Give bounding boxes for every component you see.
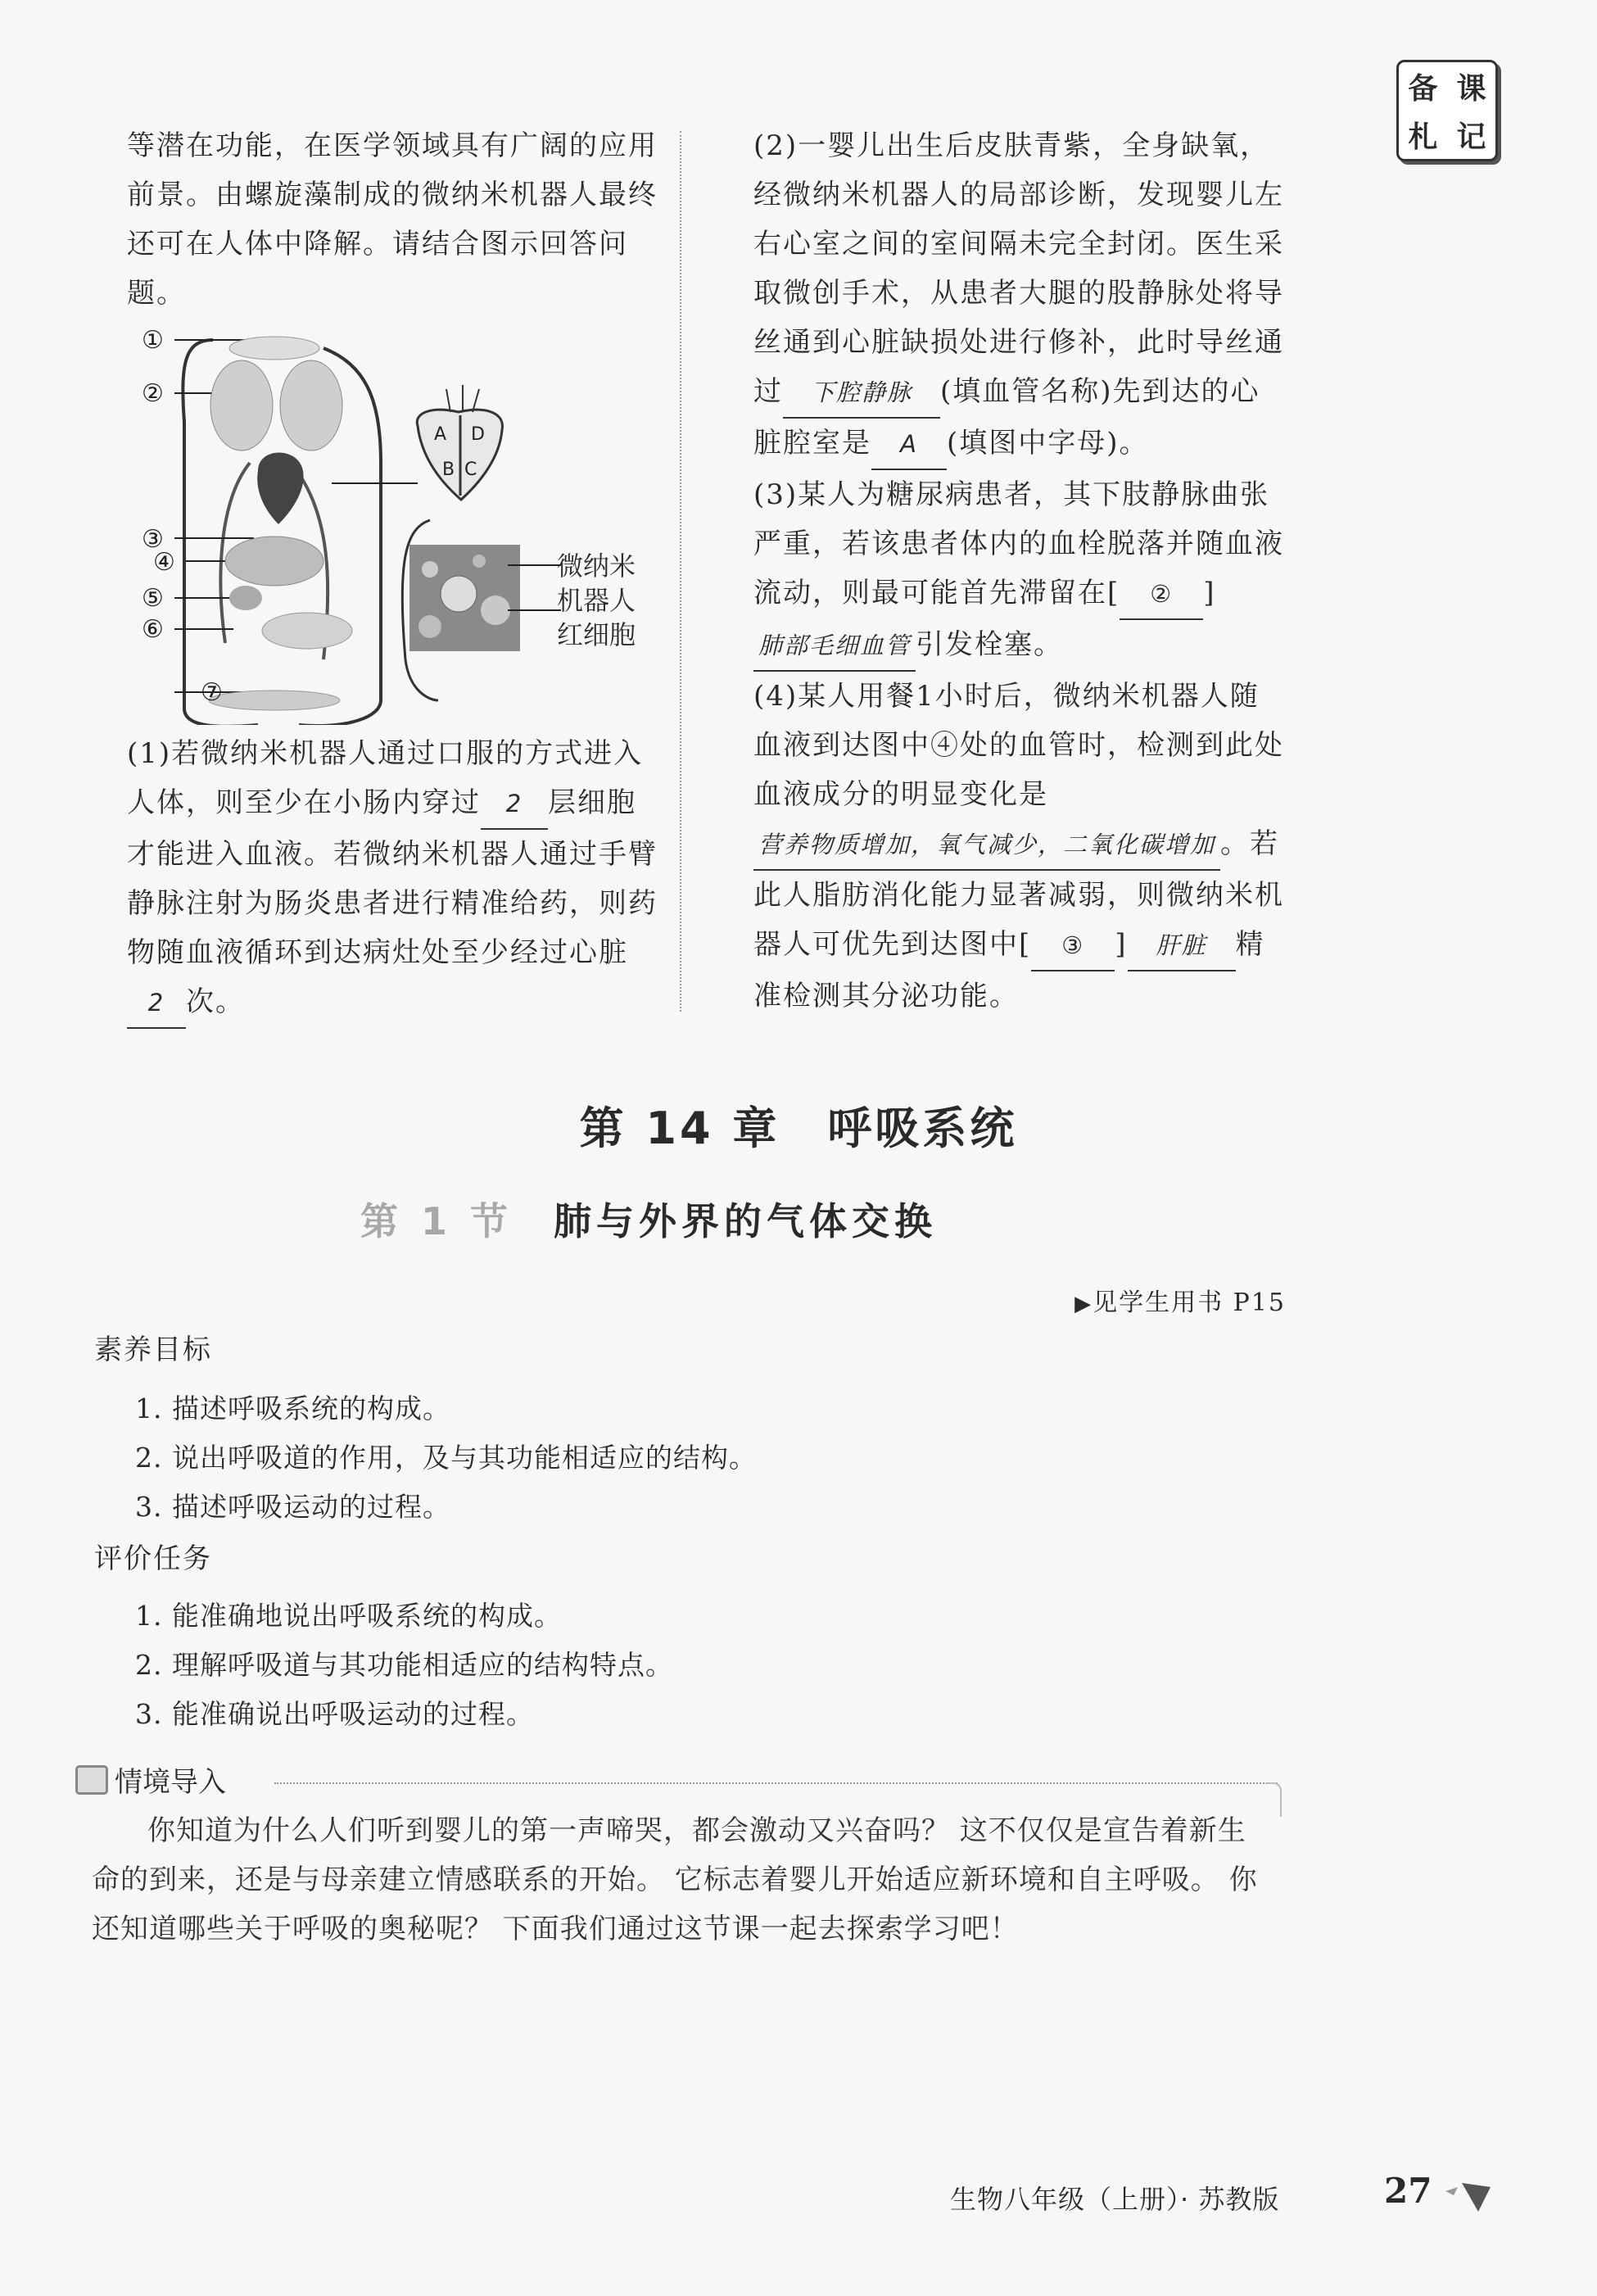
intro-divider [274, 1782, 1278, 1784]
badge-char: 课 [1456, 72, 1486, 106]
reference-text: 见学生用书 P15 [1093, 1288, 1286, 1317]
section-title [360, 1192, 937, 1246]
q4-answer-3: 肝脏 [1128, 921, 1236, 971]
q3-answer-2: 肺部毛细血管 [753, 621, 916, 672]
q4-answer-2: ③ [1031, 921, 1115, 971]
intro-heading [75, 1759, 226, 1800]
list-item: 2. 说出呼吸道的作用，及与其功能相适应的结构。 [135, 1442, 757, 1474]
intro-text: 你知道为什么人们听到婴儿的第一声啼哭，都会激动又兴奋吗？ 这不仅仅是宣告着新生命的到来，还是与母亲建立情感联系的开始。 它标志着婴儿开始适应新环境和自主呼吸。 你还知道哪些关于呼吸的奥秘呢？ 下面我们通过这节课一起去探索学习吧！ [92, 1814, 1258, 1945]
question-1 [127, 729, 663, 1029]
list-item: 1. 能准确地说出呼吸系统的构成。 [135, 1600, 562, 1632]
question-2 [753, 121, 1286, 470]
q3-text-a: (3)某人为糖尿病患者，其下肢静脉曲张严重，若该患者体内的血栓脱落并随血液流动，则最可能首先滞留在[ [753, 478, 1284, 609]
q3-text-b: ] [1203, 577, 1216, 609]
q2-answer-2: A [871, 419, 947, 470]
page-number: 27 [1384, 2171, 1432, 2211]
goals-heading: 素养目标 [94, 1334, 212, 1366]
q2-text-b: (填血管名称)先到达的心脏腔室是 [753, 375, 1260, 460]
list-item: 2. 理解呼吸道与其功能相适应的结构特点。 [135, 1649, 673, 1681]
intro-heading-text: 情境导入 [115, 1766, 226, 1799]
book-label: 生物八年级（上册）· 苏教版 [950, 2184, 1280, 2215]
heart-letter: B [442, 460, 455, 480]
list-item: 3. 能准确说出呼吸运动的过程。 [135, 1698, 534, 1730]
diagram-label: 红细胞 [557, 619, 636, 650]
left-column [127, 121, 663, 318]
chat-icon [75, 1765, 108, 1795]
lesson-notes-badge [1396, 60, 1498, 161]
chapter-title: 第 14 章 呼吸系统 [579, 1103, 1018, 1154]
q1-text-c: 次。 [186, 985, 245, 1018]
tasks-heading: 评价任务 [94, 1542, 212, 1575]
q1-text-a: (1)若微纳米机器人通过口服的方式进入人体，则至少在小肠内穿过 [127, 737, 644, 819]
diagram-marker: ⑦ [201, 678, 223, 707]
q2-answer-1: 下腔静脉 [783, 368, 940, 419]
q1-answer-2: 2 [127, 978, 186, 1029]
q4-text-b: 。若此人脂肪消化能力显著减弱，则微纳米机器人可优先到达图中[ [753, 827, 1284, 961]
diagram-marker: ⑥ [142, 615, 164, 644]
q4-text-d: 精准检测其分泌功能。 [753, 928, 1265, 1012]
decoration-icon [1441, 2175, 1499, 2216]
goals-list [135, 1384, 757, 1532]
tasks-list [135, 1592, 673, 1739]
diagram-marker: ② [142, 379, 164, 408]
diagram-marker: ⑤ [142, 584, 164, 613]
diagram-marker: ④ [153, 548, 175, 577]
badge-char: 记 [1456, 120, 1486, 154]
circulation-diagram [135, 315, 667, 725]
badge-char: 札 [1408, 120, 1438, 154]
student-book-reference [1074, 1282, 1286, 1318]
badge-char: 备 [1408, 72, 1438, 106]
q2-text-c: (填图中字母)。 [947, 427, 1149, 460]
list-item: 3. 描述呼吸运动的过程。 [135, 1491, 450, 1523]
diagram-label: 机器人 [557, 585, 636, 616]
diagram-labels [557, 549, 636, 652]
column-divider [680, 131, 681, 1012]
q3-answer-1: ② [1120, 569, 1203, 620]
triangle-icon: ▶ [1074, 1292, 1093, 1316]
passage-intro: 等潜在功能，在医学领域具有广阔的应用前景。由螺旋藻制成的微纳米机器人最终还可在人体中降解。请结合图示回答问题。 [127, 129, 658, 310]
right-column [753, 121, 1286, 1021]
list-item: 1. 描述呼吸系统的构成。 [135, 1393, 450, 1424]
heart-letter: A [434, 424, 447, 445]
q4-answer-1: 营养物质增加，氧气减少，二氧化碳增加 [753, 820, 1220, 871]
q1-text-b: 层细胞才能进入血液。若微纳米机器人通过手臂静脉注射为肠炎患者进行精准给药，则药物随血液循环到达病灶处至少经过心脏 [127, 786, 658, 969]
diagram-marker: ③ [142, 525, 164, 554]
section-number: 第 1 节 [360, 1199, 513, 1243]
question-3 [753, 470, 1286, 672]
q3-text-c: 引发栓塞。 [916, 628, 1064, 661]
q1-answer-1: 2 [481, 779, 548, 830]
heart-letter: D [471, 424, 485, 445]
section-name: 肺与外界的气体交换 [554, 1199, 938, 1243]
heart-letter: C [464, 460, 477, 480]
q4-text-c: ] [1115, 928, 1128, 961]
diagram-marker: ① [142, 326, 164, 355]
microscope-photo [409, 545, 561, 651]
diagram-label: 微纳米 [557, 550, 636, 582]
q4-text-a: (4)某人用餐1小时后，微纳米机器人随血液到达图中④处的血管时，检测到此处血液成分的明显变化是 [753, 680, 1284, 811]
heart-cross-section [417, 385, 502, 500]
q2-text-a: (2)一婴儿出生后皮肤青紫，全身缺氧，经微纳米机器人的局部诊断，发现婴儿左右心室之间的室间隔未完全封闭。医生采取微创手术，从患者大腿的股静脉处将导丝通到心脏缺损处进行修补，此时导丝通过 [753, 129, 1284, 408]
question-4 [753, 672, 1286, 1021]
